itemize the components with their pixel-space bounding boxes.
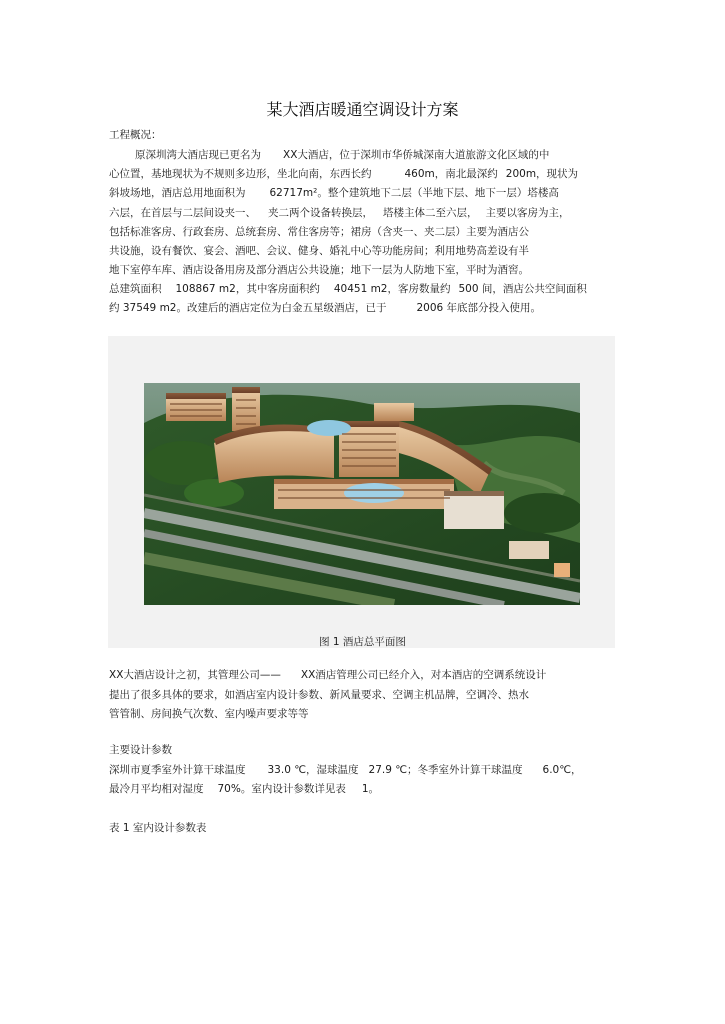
- overview-line-8: 总建筑面积 108867 m2，其中客房面积约 40451 m2，客房数量约 500 间，酒店公共空间面积: [109, 283, 587, 295]
- table-caption: 表 1 室内设计参数表: [109, 822, 207, 834]
- figure-caption: 图 1 酒店总平面图: [319, 636, 406, 648]
- intro-line-3: 管管制、房间换气次数、室内噪声要求等等: [109, 708, 309, 720]
- overview-line-3: 斜坡场地，酒店总用地面积为 62717m²。整个建筑地下二层（半地下层、地下一层）塔楼高: [109, 187, 559, 199]
- intro-line-2: 提出了很多具体的要求，如酒店室内设计参数、新风量要求、空调主机品牌，空调冷、热水: [109, 689, 529, 701]
- overview-line-7: 地下室停车库、酒店设备用房及部分酒店公共设施；地下一层为人防地下室，平时为酒窖。: [109, 264, 529, 276]
- overview-line-6: 共设施，设有餐饮、宴会、酒吧、会议、健身、婚礼中心等功能房间；利用地势高差设有半: [109, 245, 529, 257]
- overview-line-2: 心位置，基地现状为不规则多边形，坐北向南，东西长约 460m，南北最深约 200m，现状为: [109, 168, 579, 180]
- intro-line-1: XX大酒店设计之初，其管理公司—— XX酒店管理公司已经介入，对本酒店的空调系统设计: [109, 669, 547, 681]
- document-title: 某大酒店暖通空调设计方案: [266, 100, 459, 119]
- overview-line-1: 原深圳湾大酒店现已更名为 XX大酒店，位于深圳市华侨城深南大道旅游文化区域的中: [135, 149, 550, 161]
- overview-line-5: 包括标准客房、行政套房、总统套房、常住客房等；裙房（含夹一、夹二层）主要为酒店公: [109, 226, 529, 238]
- overview-line-9: 约 37549 m2。改建后的酒店定位为白金五星级酒店，已于 2006 年底部分投入使用。: [109, 302, 542, 314]
- hotel-site-plan-image: [144, 383, 580, 605]
- params-heading: 主要设计参数: [109, 744, 172, 756]
- overview-line-4: 六层，在首层与二层间设夹一、 夹二两个设备转换层， 塔楼主体二至六层， 主要以客房为主，: [109, 207, 570, 219]
- overview-heading: 工程概况：: [109, 129, 162, 141]
- params-line-2: 最冷月平均相对湿度 70%。室内设计参数详见表 1。: [109, 783, 380, 795]
- params-line-1: 深圳市夏季室外计算干球温度 33.0 ℃，湿球温度 27.9 ℃；冬季室外计算干球温度 6.0℃，: [109, 764, 582, 776]
